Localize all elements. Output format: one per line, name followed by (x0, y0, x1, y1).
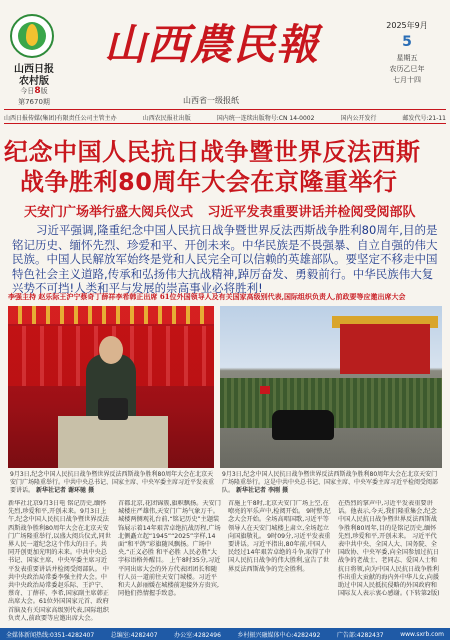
side-sub: 农村版 (19, 76, 49, 87)
issue-number: 第7670期 (18, 98, 50, 106)
headline-line-1: 纪念中国人民抗日战争暨世界反法西斯 (4, 138, 421, 166)
publication-info-bar (4, 113, 446, 122)
footer-hotline: 全媒体新闻热线:0351-4282407 (6, 631, 95, 639)
newspaper-grade: 山西省一级报纸 (183, 96, 239, 105)
footer-general: 总编室:4282407 (110, 631, 158, 639)
subhead-2: 习近平发表重要讲话并检阅受阅部队 (207, 205, 416, 220)
article-column-1: 新华社北京9月3日电 铭记历史,缅怀先烈,珍爱和平,开创未来。9月3日上午,纪念中国人民抗日战争暨世界反法西斯战争胜利80周年大会在北京天安门广场隆重举行,以盛大阅兵仪式,同世界人民一道纪念这个伟大的日子。共同开创更加光明的未来。中共中央总书记、国家主席、中央军委主席习近平发表重要讲话并检阅受阅部队。 中共中央政治局常委李强主持大会。中共中央政治局常委赵乐际、王沪宁、蔡奇、丁薛祥、李希,国家副主席韩正出席大会。61位外国国家元首、政府首脑及有关国家高级别代表,国际组织负责人,前政要等应邀出席大会。 (8, 500, 111, 622)
footer-ad: 广告部:4282437 (336, 631, 384, 639)
article-column-3: 首施上午8时,北京天安门广场上空,在嘹亮的军乐声中,检阅开始。 9时整,纪念大会开始。全场高唱国歌,习近平等领导人在天安门城楼上肃立,全场起立向国旗敬礼。 9时09分,习近平发表重要讲话。习近平指出,80年前,中国人民经过14年艰苦卓绝的斗争,取得了中国人民抗日战争的伟大胜利,宣告了世界反法西斯战争的完全胜利。 (228, 500, 331, 573)
masthead (0, 0, 450, 108)
subhead-1: 天安门广场举行盛大阅兵仪式 (24, 205, 194, 220)
newspaper-title: 山西農民報 (104, 20, 320, 69)
cn-number: 国内统一连续出版物号:CN 14-0002 (216, 115, 315, 122)
photo-caption-right: 9月3日,纪念中国人民抗日战争暨世界反法西斯战争胜利80周年大会在北京天安门广场隆重举行。这是中共中央总书记、国家主席、中央军委主席习近平检阅受阅部队。 新华社记者 李刚 摄 (222, 471, 439, 494)
photo-caption-left: 9月3日,纪念中国人民抗日战争暨世界反法西斯战争胜利80周年大会在北京天安门广场隆重举行。中共中央总书记、国家主席、中央军委主席习近平发表重要讲话。 新华社记者 谢环驰 摄 (10, 471, 215, 494)
lead-paragraph: 习近平强调,隆重纪念中国人民抗日战争暨世界反法西斯战争胜利80周年,目的是铭记历史、缅怀先烈、珍爱和平、开创未来。中华民族是不畏强暴、自立自强的伟大民族。中国人民解放军始终是党和人民完全可以信赖的英雄部队。要坚定不移走中国特色社会主义道路,传承和弘扬伟大抗战精神,踔厉奋发、勇毅前行。中华民族伟大复兴势不可挡!人类和平与发展的崇高事业必将胜利! (12, 223, 438, 295)
side-name: 山西日报 (14, 64, 54, 75)
weekday: 星期五 (396, 54, 418, 62)
divider (4, 123, 446, 124)
article-column-4: 在热烈的掌声中,习近平发表重要讲话。他表示,今天,我们隆重集会,纪念中国人民抗日战争暨世界反法西斯战争胜利80周年,目的是铭记历史,缅怀先烈,珍爱和平,开创未来。 习近平代表中共中央、全国人大、国务院、全国政协、中央军委,向全国参加过抗日战争的老战士、老同志、爱国人士和抗日将领,向为中国人民抗日战争胜利作出重大贡献的海内外中华儿女,向援助过中国人民抵抗侵略的外国政府和国际友人表示衷心感谢。(下转第2版) (338, 500, 440, 598)
issue-pages: 今日8版 (20, 86, 48, 96)
newspaper-logo-icon (10, 14, 54, 58)
headline-line-2: 战争胜利80周年大会在京隆重举行 (20, 168, 398, 196)
subheadlines (24, 201, 426, 220)
lunar-date: 七月十四 (393, 76, 421, 84)
divider (4, 109, 446, 110)
footer-website[interactable]: www.sxrb.com (400, 630, 444, 638)
article-column-2: 首都北京,花团锦簇,旗帜飘扬。天安门城楼庄严雄伟,天安门广场气象万千。城楼两侧观礼台前,“铭记历史”主题装饰展示着14年艰苦卓绝抗战历程,广场北侧矗立起“1945”“2025”字样,14面“和平鸽”彩旗随风飘扬。广场中央,“正义必胜 和平必胜 人民必胜”大字标语格外醒目。 上午8时35分,习近平同出席大会的外方代表团团长和随行人员一道前往天安门城楼。习近平和夫人彭丽媛在城楼前迎接外方贵宾,同他们热情握手致意。 (118, 500, 221, 598)
photo-parade-review[interactable] (220, 306, 442, 468)
photo-speech[interactable] (8, 306, 214, 468)
office: 山西农民报社出版 (142, 115, 191, 122)
footer-report: 乡村振兴融媒体中心:4282492 (237, 631, 321, 639)
footer-office: 办公室:4282496 (174, 631, 221, 639)
date-year-month: 2025年9月 (386, 21, 428, 30)
lunar-year: 农历乙巳年 (389, 65, 425, 73)
publisher: 山西日报传媒(集团)有限责任公司主管主办 (4, 115, 117, 122)
date-day: 5 (402, 34, 412, 50)
footer-contact-bar (0, 628, 450, 640)
attendance-byline: 李强主持 赵乐际王沪宁蔡奇丁薛祥李希韩正出席 61位外国领导人及有关国家高级别代表,国际组织负责人,前政要等应邀出席大会 (8, 292, 406, 301)
main-headline[interactable] (4, 137, 446, 197)
postal-code: 邮发代号:21-11 (402, 115, 446, 122)
distribution: 国内公开发行 (340, 115, 377, 122)
date-block (372, 20, 442, 86)
